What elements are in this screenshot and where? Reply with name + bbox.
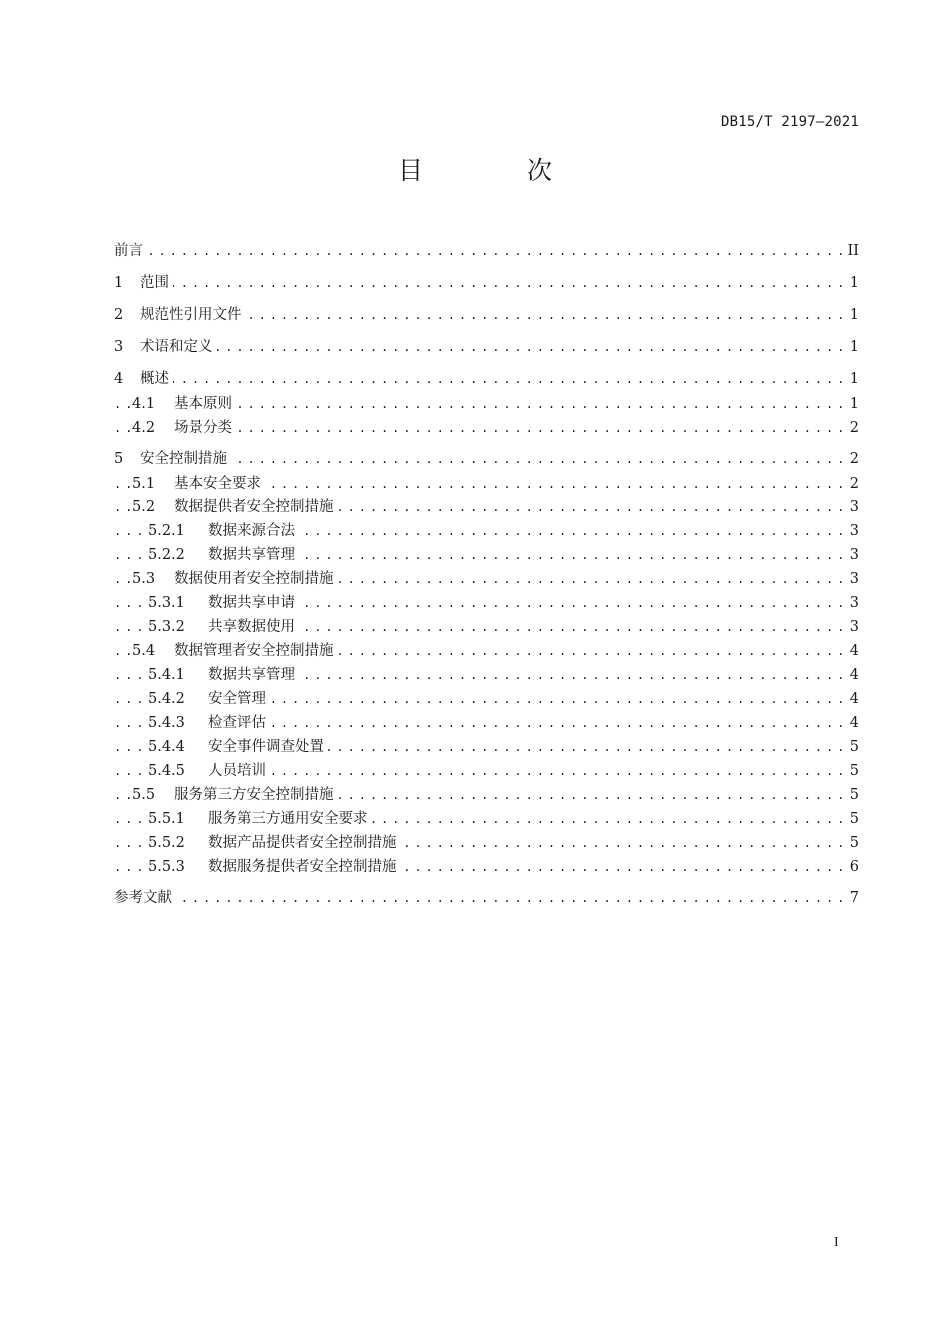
toc-entry-number: 5.4.1 (148, 667, 185, 683)
toc-entry-label: 前言 (114, 243, 143, 259)
toc-entry[interactable] (0, 856, 950, 878)
toc-entry-text (132, 496, 338, 518)
toc-entry-text (148, 664, 299, 686)
toc-entry-text (114, 240, 147, 262)
toc-entry-label: 概述 (140, 371, 169, 387)
toc-entry-text (114, 887, 176, 909)
toc-entry-page: 6 (846, 856, 859, 878)
toc-entry-number: 5.4.4 (148, 739, 185, 755)
toc-entry-text (148, 544, 299, 566)
toc-entry-text (148, 760, 270, 782)
toc-entry-number: 5.3 (132, 571, 156, 587)
toc-entry-number: 5.5.1 (148, 811, 185, 827)
toc-entry-number: 5.3.1 (148, 595, 185, 611)
toc-entry-page: II (844, 240, 859, 262)
toc-entry-number: 5.4.5 (148, 763, 185, 779)
toc-entry-page: 2 (846, 473, 859, 495)
toc-entry-text (114, 448, 231, 470)
toc-entry-page: 3 (846, 568, 859, 590)
toc-entry-text (148, 856, 401, 878)
toc-entry-text (148, 808, 372, 830)
toc-entry-text (148, 592, 299, 614)
toc-entry[interactable] (0, 760, 950, 782)
toc-entry-label: 安全管理 (208, 691, 266, 707)
toc-entry-text (132, 473, 265, 495)
toc-entry-number: 5.4.2 (148, 691, 185, 707)
toc-entry-text (148, 520, 299, 542)
toc-entry-text (132, 784, 338, 806)
toc-entry-number: 5.4.3 (148, 715, 185, 731)
toc-entry-number: 5.3.2 (148, 619, 185, 635)
toc-entry-page: 5 (846, 832, 859, 854)
toc-entry-label: 数据服务提供者安全控制措施 (208, 859, 397, 875)
toc-entry-label: 数据共享管理 (208, 667, 295, 683)
toc-entry-text (148, 616, 299, 638)
toc-entry-page: 3 (846, 544, 859, 566)
toc-entry-number: 2 (114, 307, 124, 323)
toc-entry[interactable] (0, 368, 950, 390)
toc-entry[interactable] (0, 448, 950, 470)
toc-dot-leader (114, 368, 842, 390)
toc-entry[interactable] (0, 520, 950, 542)
toc-entry-label: 数据共享申请 (208, 595, 295, 611)
toc-entry[interactable] (0, 736, 950, 758)
toc-entry-page: 1 (846, 368, 859, 390)
toc-entry-page: 1 (846, 304, 859, 326)
toc-entry[interactable] (0, 304, 950, 326)
toc-entry-label: 数据产品提供者安全控制措施 (208, 835, 397, 851)
toc-entry[interactable] (0, 568, 950, 590)
toc-entry[interactable] (0, 616, 950, 638)
toc-entry-number: 4 (114, 371, 124, 387)
toc-entry-number: 5.2 (132, 499, 156, 515)
toc-entry-label: 范围 (140, 275, 169, 291)
page-title: 目 次 (398, 156, 600, 185)
toc-entry-label: 安全事件调查处置 (208, 739, 324, 755)
toc-entry-number: 1 (114, 275, 124, 291)
toc-entry-label: 数据提供者安全控制措施 (174, 499, 334, 515)
toc-entry-page: 4 (846, 712, 859, 734)
toc-entry-number: 5.5 (132, 787, 156, 803)
toc-entry-number: 5.4 (132, 643, 156, 659)
toc-entry-page: 3 (846, 496, 859, 518)
toc-entry[interactable] (0, 808, 950, 830)
toc-entry-number: 5.5.2 (148, 835, 185, 851)
toc-entry-page: 5 (846, 760, 859, 782)
toc-entry-number: 4.2 (132, 420, 156, 436)
toc-entry-page: 4 (846, 664, 859, 686)
toc-entry-page: 5 (846, 808, 859, 830)
toc-entry[interactable] (0, 664, 950, 686)
toc-entry-text (132, 568, 338, 590)
toc-entry-label: 数据使用者安全控制措施 (174, 571, 334, 587)
toc-entry-page: 2 (846, 448, 859, 470)
toc-entry-label: 安全控制措施 (140, 451, 227, 467)
page-number: I (834, 1235, 839, 1250)
toc-dot-leader (114, 887, 842, 909)
toc-entry-label: 检查评估 (208, 715, 266, 731)
toc-entry-label: 服务第三方安全控制措施 (174, 787, 334, 803)
toc-entry-page: 1 (846, 272, 859, 294)
toc-entry-number: 5.1 (132, 476, 156, 492)
toc-entry-text (148, 832, 401, 854)
toc-entry[interactable] (0, 640, 950, 662)
toc-entry-text (148, 712, 270, 734)
toc-entry[interactable] (0, 887, 950, 909)
toc-entry[interactable] (0, 784, 950, 806)
toc-entry-label: 共享数据使用 (208, 619, 295, 635)
toc-entry-label: 数据来源合法 (208, 523, 295, 539)
toc-entry-number: 3 (114, 339, 124, 355)
toc-entry-label: 规范性引用文件 (140, 307, 242, 323)
toc-dot-leader (114, 240, 842, 262)
toc-entry[interactable] (0, 272, 950, 294)
toc-entry-label: 场景分类 (174, 420, 232, 436)
toc-entry[interactable] (0, 336, 950, 358)
toc-entry-text (114, 336, 217, 358)
toc-entry[interactable] (0, 712, 950, 734)
toc-entry-page: 1 (846, 393, 859, 415)
toc-entry-text (132, 640, 338, 662)
toc-entry[interactable] (0, 832, 950, 854)
toc-entry-page: 3 (846, 592, 859, 614)
toc-entry-page: 5 (846, 784, 859, 806)
toc-entry-label: 数据共享管理 (208, 547, 295, 563)
toc-entry-label: 基本原则 (174, 396, 232, 412)
toc-entry[interactable] (0, 496, 950, 518)
toc-entry[interactable] (0, 240, 950, 262)
toc-dot-leader (114, 272, 842, 294)
toc-entry-number: 5.2.1 (148, 523, 185, 539)
toc-entry-text (114, 304, 246, 326)
toc-entry[interactable] (0, 393, 950, 415)
toc-entry[interactable] (0, 544, 950, 566)
toc-entry-page: 7 (846, 887, 859, 909)
toc-entry-label: 服务第三方通用安全要求 (208, 811, 368, 827)
toc-entry[interactable] (0, 473, 950, 495)
toc-entry-text (114, 368, 173, 390)
toc-entry-page: 3 (846, 520, 859, 542)
toc-entry-page: 4 (846, 640, 859, 662)
toc-entry-page: 1 (846, 336, 859, 358)
toc-entry-label: 数据管理者安全控制措施 (174, 643, 334, 659)
toc-entry-number: 5 (114, 451, 124, 467)
document-code: DB15/T 2197—2021 (720, 114, 859, 130)
toc-entry-number: 4.1 (132, 396, 156, 412)
toc-entry[interactable] (0, 417, 950, 439)
toc-entry-text (114, 272, 173, 294)
toc-entry-page: 2 (846, 417, 859, 439)
toc-entry-text (148, 736, 328, 758)
toc-entry-label: 术语和定义 (140, 339, 213, 355)
toc-entry-text (132, 417, 236, 439)
toc-entry[interactable] (0, 688, 950, 710)
toc-entry[interactable] (0, 592, 950, 614)
toc-entry-number: 5.5.3 (148, 859, 185, 875)
toc-entry-number: 5.2.2 (148, 547, 185, 563)
toc-entry-page: 5 (846, 736, 859, 758)
toc-dot-leader (114, 336, 842, 358)
toc-entry-text (148, 688, 270, 710)
toc-entry-label: 参考文献 (114, 890, 172, 906)
toc-entry-page: 4 (846, 688, 859, 710)
toc-entry-page: 3 (846, 616, 859, 638)
toc-entry-label: 基本安全要求 (174, 476, 261, 492)
toc-entry-text (132, 393, 236, 415)
toc-entry-label: 人员培训 (208, 763, 266, 779)
